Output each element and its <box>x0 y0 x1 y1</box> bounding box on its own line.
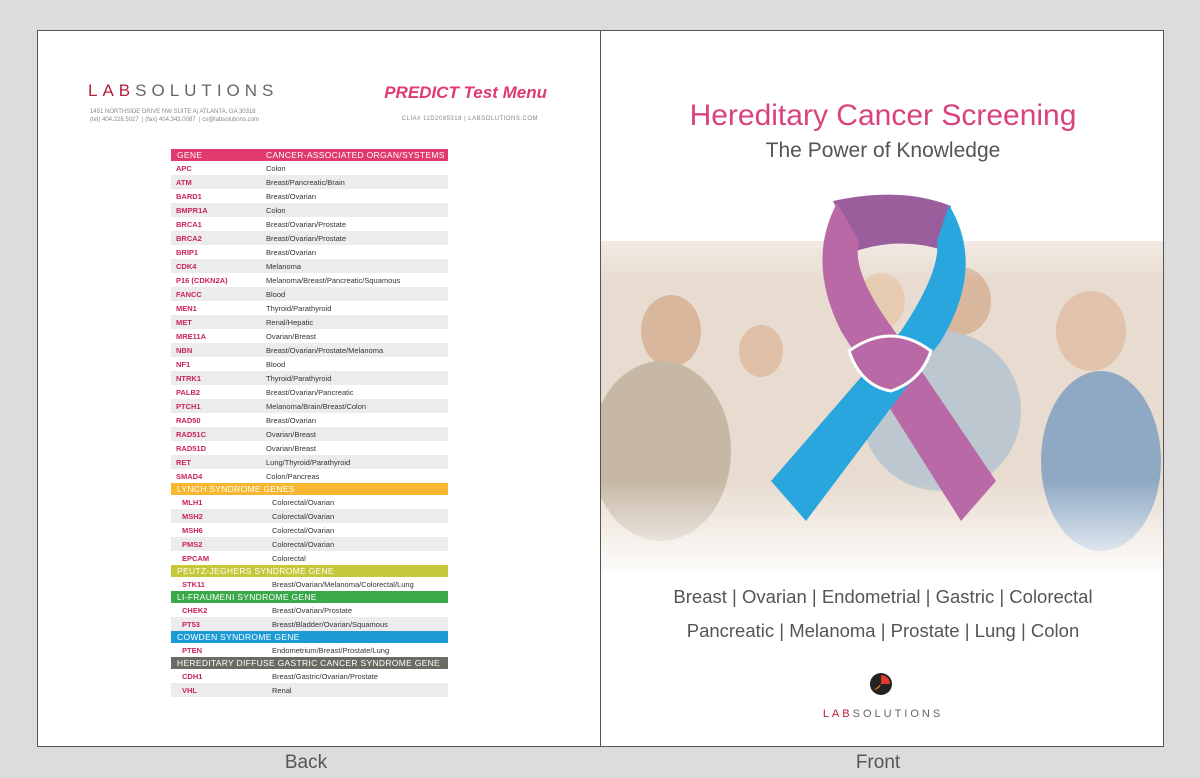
gene-row <box>171 669 448 683</box>
gene-row <box>171 273 448 287</box>
gene-organs: Lung/Thyroid/Parathyroid <box>266 457 351 467</box>
gene-row <box>171 175 448 189</box>
gene-name: BARD1 <box>176 191 202 201</box>
gene-name: PTCH1 <box>176 401 201 411</box>
gene-row <box>171 203 448 217</box>
gene-name: MEN1 <box>176 303 197 313</box>
gene-name: PALB2 <box>176 387 201 397</box>
gene-row <box>171 245 448 259</box>
gene-organs: Endometrium/Breast/Prostate/Lung <box>272 645 390 655</box>
labsolutions-logo: LABSOLUTIONS <box>88 81 279 100</box>
gene-row <box>171 643 448 657</box>
gene-organs: Colorectal/Ovarian <box>272 497 335 507</box>
gene-organs: Colon <box>266 205 286 215</box>
gene-organs: Thyroid/Parathyroid <box>266 373 332 383</box>
gene-row <box>171 683 448 697</box>
gene-table <box>171 149 448 697</box>
gene-organs: Breast/Gastric/Ovarian/Prostate <box>272 671 378 681</box>
gene-row <box>171 315 448 329</box>
gene-name: CDK4 <box>176 261 197 271</box>
menu-title: PREDICT Test Menu <box>384 83 547 102</box>
gene-organs: Melanoma/Breast/Pancreatic/Squamous <box>266 275 401 285</box>
gene-row <box>171 551 448 565</box>
gene-name: MSH2 <box>182 511 203 521</box>
gene-row <box>171 371 448 385</box>
gene-row <box>171 287 448 301</box>
section-header: COWDEN SYNDROME GENE <box>171 631 448 643</box>
gene-row <box>171 495 448 509</box>
gene-organs: Colorectal/Ovarian <box>272 539 335 549</box>
section-header: PEUTZ-JEGHERS SYNDROME GENE <box>171 565 448 577</box>
gene-name: NBN <box>176 345 193 355</box>
gene-name: FANCC <box>176 289 202 299</box>
cancer-types-line-1: Breast | Ovarian | Endometrial | Gastric | Colorectal <box>673 586 1093 607</box>
back-caption: Back <box>284 752 328 773</box>
back-panel <box>37 30 601 747</box>
gene-name: PMS2 <box>182 539 203 549</box>
gene-organs: Renal <box>272 685 292 695</box>
section-header: HEREDITARY DIFFUSE GASTRIC CANCER SYNDROME GENE <box>171 657 448 669</box>
labsolutions-swirl-icon <box>869 672 893 696</box>
gene-name: RAD50 <box>176 415 201 425</box>
header-gene: GENE <box>177 150 203 160</box>
gene-organs: Blood <box>266 359 286 369</box>
gene-name: P16 (CDKN2A) <box>176 275 228 285</box>
gene-row <box>171 603 448 617</box>
gene-name: MSH6 <box>182 525 203 535</box>
front-title: Hereditary Cancer Screening <box>689 99 1077 132</box>
gene-name: NTRK1 <box>176 373 202 383</box>
gene-name: STK11 <box>182 579 205 589</box>
gene-name: CDH1 <box>182 671 203 681</box>
gene-row <box>171 469 448 483</box>
gene-row <box>171 413 448 427</box>
gene-row <box>171 441 448 455</box>
gene-row <box>171 509 448 523</box>
gene-organs: Breast/Ovarian <box>266 191 317 201</box>
gene-organs: Colorectal/Ovarian <box>272 525 335 535</box>
gene-organs: Breast/Ovarian <box>266 247 317 257</box>
gene-organs: Renal/Hepatic <box>266 317 314 327</box>
gene-row <box>171 231 448 245</box>
gene-organs: Ovarian/Breast <box>266 443 317 453</box>
section-header: LYNCH SYNDROME GENES <box>171 483 448 495</box>
gene-organs: Blood <box>266 289 286 299</box>
gene-name: SMAD4 <box>176 471 203 481</box>
clia-line: CLIA# 11D2085318 | LABSOLUTIONS.COM <box>401 116 538 122</box>
cancer-types-line-2: Pancreatic | Melanoma | Prostate | Lung | Colon <box>686 620 1080 641</box>
gene-organs: Breast/Ovarian <box>266 415 317 425</box>
gene-row <box>171 537 448 551</box>
gene-organs: Breast/Ovarian/Prostate/Melanoma <box>266 345 384 355</box>
front-logo: LABSOLUTIONS <box>822 708 944 720</box>
gene-organs: Breast/Ovarian/Prostate <box>272 605 353 615</box>
gene-row <box>171 189 448 203</box>
gene-row <box>171 385 448 399</box>
gene-name: NF1 <box>176 359 191 369</box>
gene-row <box>171 577 448 591</box>
gene-row <box>171 357 448 371</box>
gene-organs: Melanoma <box>266 261 302 271</box>
gene-name: PT53 <box>182 619 200 629</box>
gene-organs: Breast/Pancreatic/Brain <box>266 177 345 187</box>
gene-name: RAD51D <box>176 443 207 453</box>
gene-name: VHL <box>182 685 197 695</box>
front-subtitle: The Power of Knowledge <box>765 139 1001 162</box>
family-photo-with-ribbon <box>601 181 1163 581</box>
gene-organs: Breast/Ovarian/Pancreatic <box>266 387 354 397</box>
gene-row <box>171 523 448 537</box>
gene-row <box>171 329 448 343</box>
gene-row <box>171 427 448 441</box>
header-organs: CANCER-ASSOCIATED ORGAN/SYSTEMS <box>266 150 445 160</box>
gene-organs: Ovarian/Breast <box>266 429 317 439</box>
gene-organs: Colon/Pancreas <box>266 471 320 481</box>
gene-organs: Colorectal <box>272 553 306 563</box>
gene-row <box>171 343 448 357</box>
front-caption: Front <box>855 752 901 773</box>
gene-name: BRIP1 <box>176 247 199 257</box>
gene-organs: Breast/Ovarian/Prostate <box>266 233 347 243</box>
gene-name: BRCA2 <box>176 233 202 243</box>
gene-name: MRE11A <box>176 331 207 341</box>
gene-name: EPCAM <box>182 553 210 563</box>
gene-organs: Ovarian/Breast <box>266 331 317 341</box>
gene-name: PTEN <box>182 645 203 655</box>
gene-organs: Breast/Ovarian/Melanoma/Colorectal/Lung <box>272 579 414 589</box>
gene-row <box>171 301 448 315</box>
gene-row <box>171 617 448 631</box>
gene-organs: Breast/Ovarian/Prostate <box>266 219 347 229</box>
section-header: LI-FRAUMENI SYNDROME GENE <box>171 591 448 603</box>
gene-name: RET <box>176 457 191 467</box>
gene-organs: Melanoma/Brain/Breast/Colon <box>266 401 367 411</box>
address-block: 1451 NORTHSIDE DRIVE NW SUITE A| ATLANTA, GA 30318 (tel) 404.228.5027 | (fax) 404.343.0087 | cs@labsolutions.com <box>90 109 259 123</box>
gene-name: BRCA1 <box>176 219 202 229</box>
gene-name: MLH1 <box>182 497 203 507</box>
gene-table-header <box>171 149 448 161</box>
gene-name: ATM <box>176 177 192 187</box>
gene-row <box>171 161 448 175</box>
gene-organs: Thyroid/Parathyroid <box>266 303 332 313</box>
gene-organs: Colorectal/Ovarian <box>272 511 335 521</box>
gene-name: APC <box>176 163 192 173</box>
gene-name: MET <box>176 317 192 327</box>
gene-row <box>171 399 448 413</box>
gene-organs: Breast/Bladder/Ovarian/Squamous <box>272 619 388 629</box>
gene-name: RAD51C <box>176 429 207 439</box>
gene-row <box>171 259 448 273</box>
gene-row <box>171 455 448 469</box>
gene-name: BMPR1A <box>176 205 208 215</box>
front-panel <box>600 30 1164 747</box>
gene-row <box>171 217 448 231</box>
gene-name: CHEK2 <box>182 605 208 615</box>
gene-organs: Colon <box>266 163 286 173</box>
